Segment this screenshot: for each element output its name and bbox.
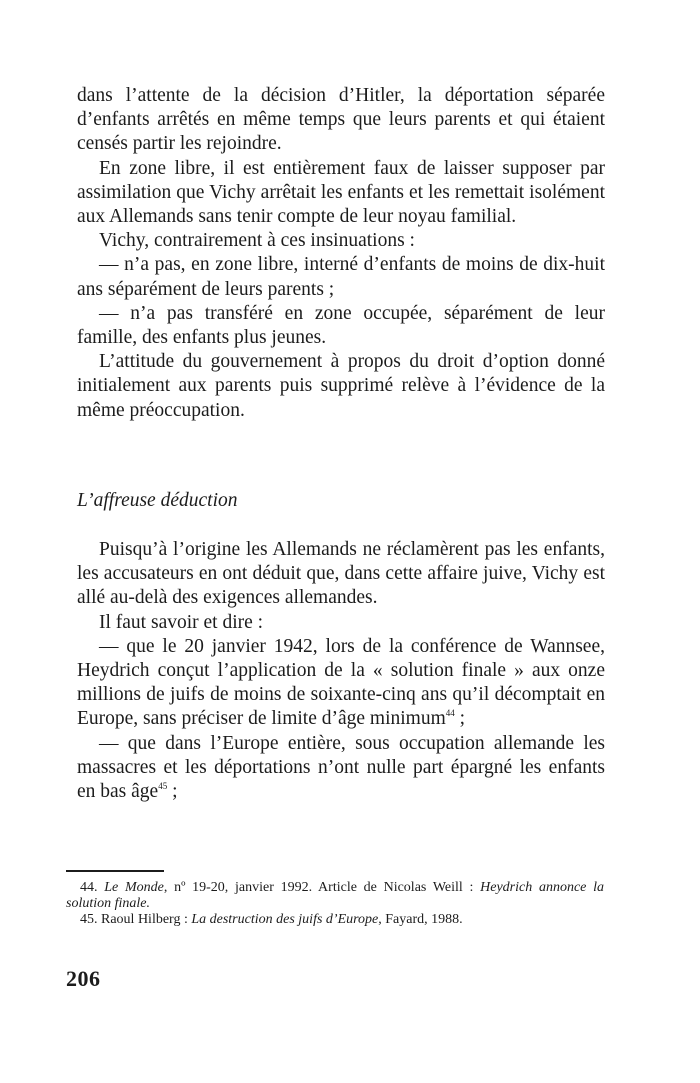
list-item-text: — que le 20 janvier 1942, lors de la conférence de Wannsee, Heydrich conçut l’application de la « solution finale » aux onze millions de juifs de moins de soixante-cinq ans qu’il décomptait en Europe, sans préciser de limite d’âge minimum xyxy=(77,635,605,730)
paragraph: Vichy, contrairement à ces insinuations : xyxy=(99,230,415,252)
footnotes xyxy=(66,880,604,928)
section-heading: L’affreuse déduction xyxy=(77,490,238,511)
footnote-title: La destruction des juifs d’Europe xyxy=(191,912,379,927)
footnote-reference: 44 xyxy=(445,708,455,719)
footnote-text: , nº 19-20, janvier 1992. Article de Nicolas Weill : xyxy=(163,880,481,895)
footnote-separator xyxy=(66,870,164,872)
footnote-text: , Fayard, 1988. xyxy=(378,912,463,927)
footnote-number: 44. xyxy=(80,880,98,895)
paragraph: En zone libre, il est entièrement faux de laisser supposer par assimilation que Vichy arrêtait les enfants et les remettait isolément aux Allemands sans tenir compte de leur noyau familial. xyxy=(77,157,605,228)
footnote-44 xyxy=(66,880,604,912)
list-item: — n’a pas transféré en zone occupée, séparément de leur famille, des enfants plus jeunes. xyxy=(77,302,605,349)
paragraph: Puisqu’à l’origine les Allemands ne réclamèrent pas les enfants, les accusateurs en ont déduit que, dans cette affaire juive, Vichy est allé au-delà des exigences allemandes. xyxy=(77,539,605,609)
footnote-title: Heydrich annonce la solution finale. xyxy=(66,880,604,911)
footnote-author: Raoul Hilberg : xyxy=(97,912,192,927)
page-number: 206 xyxy=(66,966,101,991)
list-item xyxy=(77,635,605,732)
footnote-45 xyxy=(66,912,604,928)
paragraph: dans l’attente de la décision d’Hitler, la déportation séparée d’enfants arrêtés en même temps que leurs parents et qui étaient censés partir les rejoindre. xyxy=(77,85,605,155)
list-item xyxy=(77,732,605,805)
footnote-reference: 45 xyxy=(158,781,168,792)
footnote-source: Le Monde xyxy=(104,880,164,895)
paragraph: Il faut savoir et dire : xyxy=(99,611,264,633)
text-block-bottom xyxy=(77,538,605,804)
list-item-end: ; xyxy=(454,708,466,730)
footnote-number: 45. xyxy=(80,912,98,927)
list-item-end: ; xyxy=(167,781,178,803)
list-item: — n’a pas, en zone libre, interné d’enfants de moins de dix-huit ans séparément de leurs parents ; xyxy=(77,254,605,300)
paragraph: L’attitude du gouvernement à propos du droit d’option donné initialement aux parents puis supprimé relève à l’évidence de la même préoccupation. xyxy=(77,351,605,421)
list-item-text: — que dans l’Europe entière, sous occupation allemande les massacres et les déportations n’ont nulle part épargné les enfants en bas âge xyxy=(77,732,605,803)
text-block-top xyxy=(77,84,605,423)
